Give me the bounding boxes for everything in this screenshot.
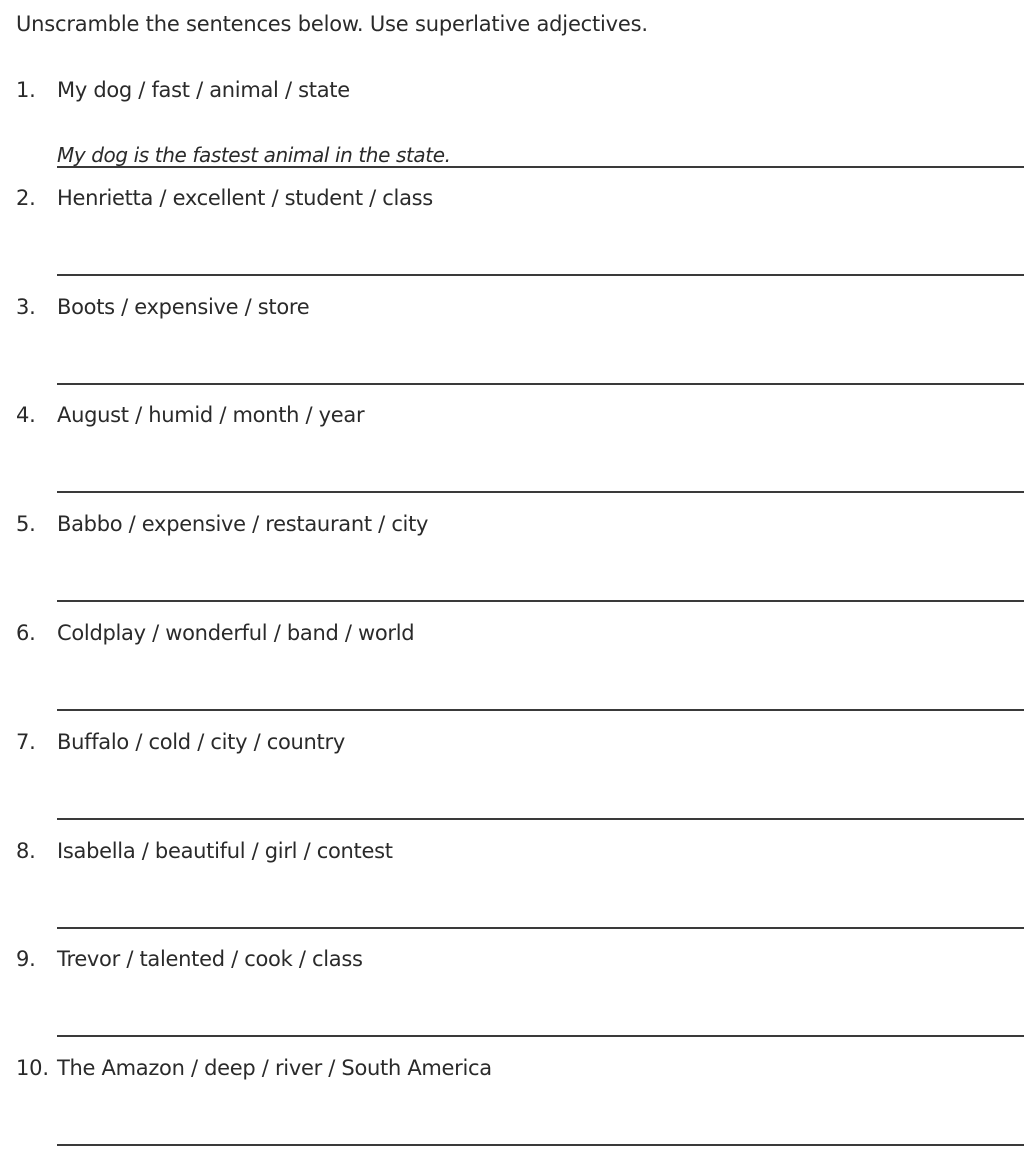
answer-line[interactable]	[57, 1007, 1024, 1037]
answer-text: My dog is the fastest animal in the state.	[57, 143, 451, 167]
item-prompt: Henrietta / excellent / student / class	[57, 186, 433, 210]
item-prompt: Babbo / expensive / restaurant / city	[57, 512, 429, 536]
item-prompt: My dog / fast / animal / state	[57, 78, 350, 102]
answer-line[interactable]	[57, 899, 1024, 929]
exercise-item-3	[0, 293, 1024, 393]
exercise-item-2	[0, 184, 1024, 284]
item-number: 7.	[16, 730, 36, 754]
item-number: 1.	[16, 78, 36, 102]
answer-line[interactable]	[57, 463, 1024, 493]
item-number: 10.	[16, 1056, 49, 1080]
answer-line[interactable]	[57, 572, 1024, 602]
item-prompt: Boots / expensive / store	[57, 295, 310, 319]
answer-line[interactable]	[57, 1116, 1024, 1146]
item-number: 5.	[16, 512, 36, 536]
item-number: 3.	[16, 295, 36, 319]
item-prompt: August / humid / month / year	[57, 403, 365, 427]
item-prompt: The Amazon / deep / river / South America	[57, 1056, 492, 1080]
exercise-item-7	[0, 728, 1024, 828]
item-prompt: Isabella / beautiful / girl / contest	[57, 839, 393, 863]
answer-line[interactable]	[57, 138, 1024, 168]
exercise-item-4	[0, 401, 1024, 501]
answer-line[interactable]	[57, 355, 1024, 385]
item-prompt: Trevor / talented / cook / class	[57, 947, 363, 971]
item-number: 6.	[16, 621, 36, 645]
item-number: 2.	[16, 186, 36, 210]
exercise-item-1	[0, 76, 1024, 176]
item-prompt: Buffalo / cold / city / country	[57, 730, 345, 754]
exercise-item-8	[0, 837, 1024, 937]
answer-line[interactable]	[57, 681, 1024, 711]
exercise-item-6	[0, 619, 1024, 719]
item-number: 9.	[16, 947, 36, 971]
item-number: 8.	[16, 839, 36, 863]
answer-line[interactable]	[57, 790, 1024, 820]
answer-line[interactable]	[57, 246, 1024, 276]
instructions: Unscramble the sentences below. Use superlative adjectives.	[16, 12, 648, 36]
item-prompt: Coldplay / wonderful / band / world	[57, 621, 415, 645]
exercise-item-5	[0, 510, 1024, 610]
exercise-item-9	[0, 945, 1024, 1045]
item-number: 4.	[16, 403, 36, 427]
exercise-item-10	[0, 1054, 1024, 1154]
